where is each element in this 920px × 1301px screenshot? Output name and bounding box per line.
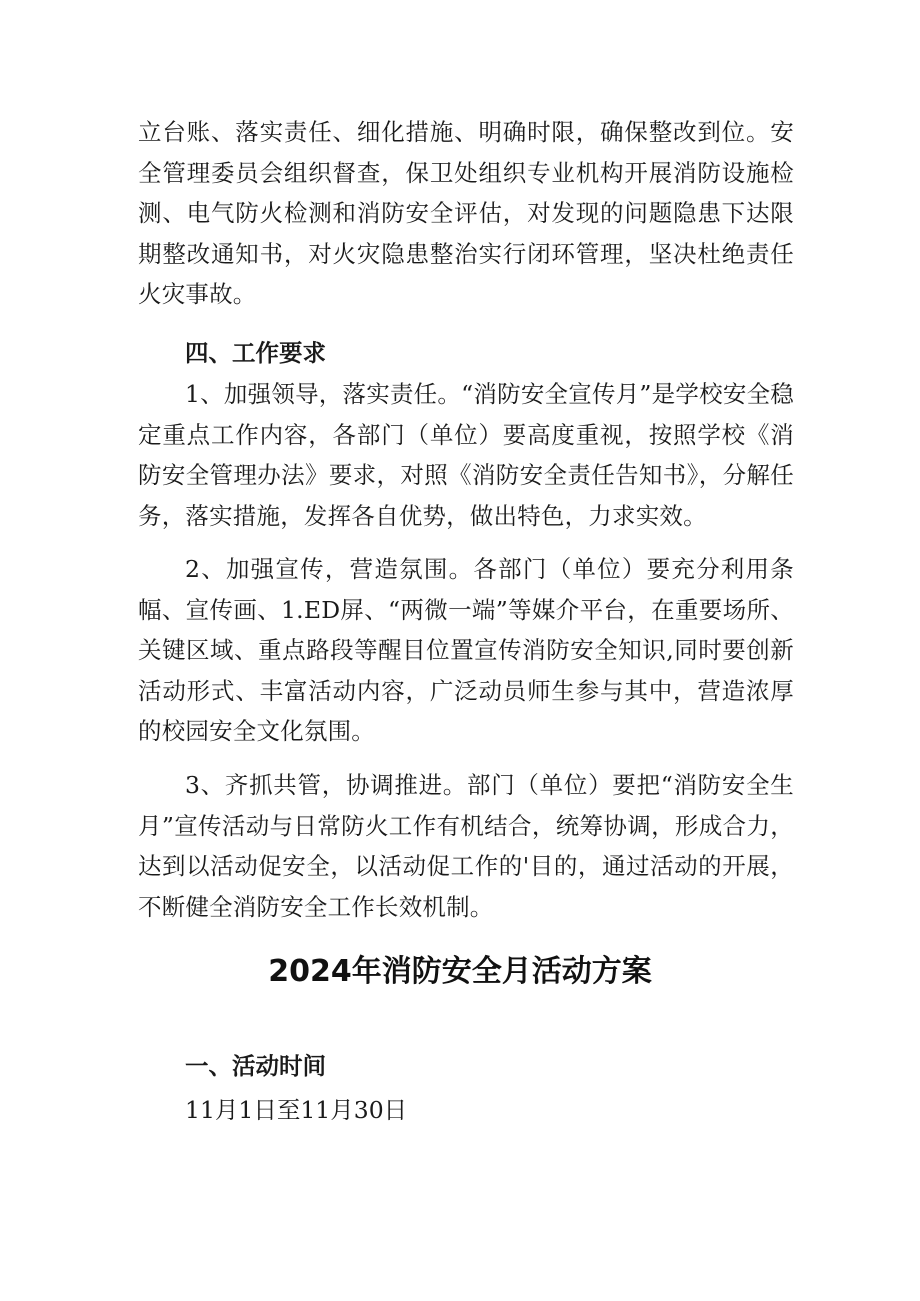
section-one-heading: 一、活动时间 — [185, 1052, 326, 1080]
requirement-paragraph-2: 2、加强宣传，营造氛围。各部门（单位）要充分利用条幅、宣传画、1.ED屏、“两微一端”等媒介平台，在重要场所、关键区域、重点路段等醒目位置宣传消防安全知识,同时要创新活动形式、丰富活动内容，广泛动员师生参与其中，营造浓厚的校园安全文化氛围。 — [138, 555, 794, 745]
requirement-paragraph-3: 3、齐抓共管，协调推进。部门（单位）要把“消防安全生月”宣传活动与日常防火工作有机结合，统筹协调，形成合力，达到以活动促安全，以活动促工作的'目的，通过活动的开展，不断健全消防安全工作长效机制。 — [138, 771, 794, 921]
plan-title: 2024年消防安全月活动方案 — [268, 954, 652, 989]
section-four-heading: 四、工作要求 — [185, 339, 326, 367]
activity-dates: 11月1日至11月30日 — [185, 1096, 408, 1124]
requirement-paragraph-1: 1、加强领导，落实责任。“消防安全宣传月”是学校安全稳定重点工作内容，各部门（单位）要高度重视，按照学校《消防安全管理办法》要求，对照《消防安全责任告知书》，分解任务，落实措施，发挥各自优势，做出特色，力求实效。 — [138, 380, 794, 530]
continuation-paragraph: 立台账、落实责任、细化措施、明确时限，确保整改到位。安全管理委员会组织督查，保卫处组织专业机构开展消防设施检测、电气防火检测和消防安全评估，对发现的问题隐患下达限期整改通知书，对火灾隐患整治实行闭环管理，坚决杜绝责任火灾事故。 — [138, 118, 794, 308]
